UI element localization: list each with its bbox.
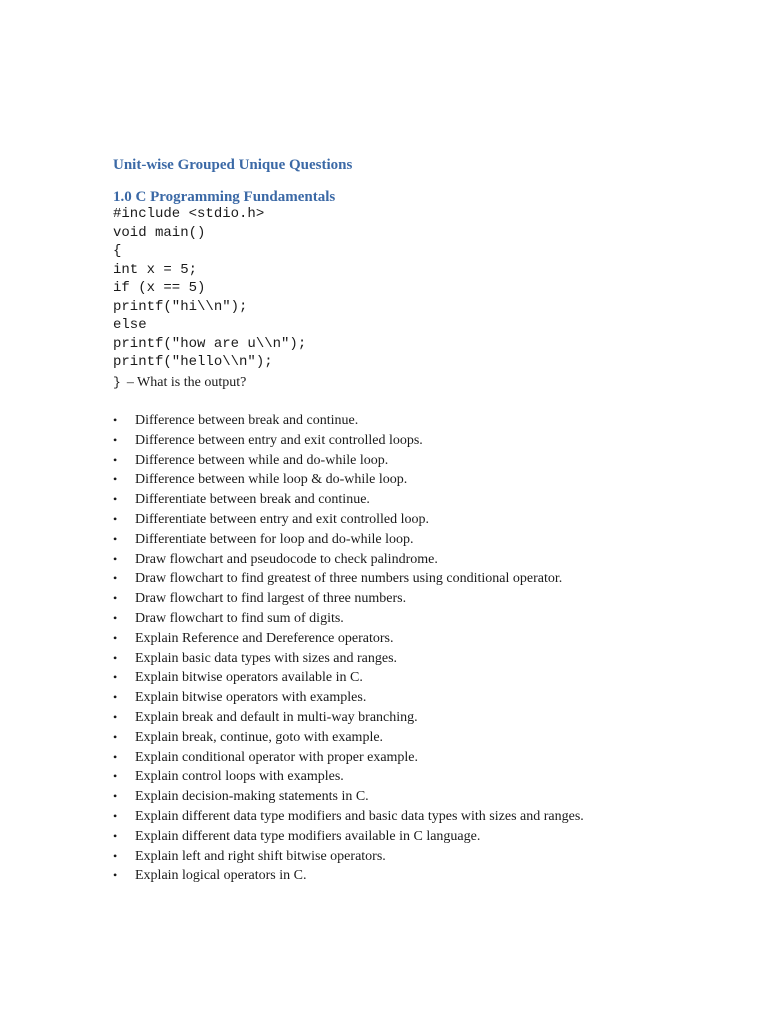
question-text: Explain break and default in multi-way branching.: [135, 709, 418, 725]
section-heading: 1.0 C Programming Fundamentals: [113, 189, 336, 205]
code-line: void main(): [113, 224, 206, 241]
bullet-icon: •: [113, 729, 118, 744]
question-text: Explain Reference and Dereference operators.: [135, 630, 394, 646]
output-question-text: – What is the output?: [126, 375, 247, 390]
bullet-icon: •: [113, 808, 118, 823]
code-line: #include <stdio.h>: [113, 206, 265, 222]
question-list-item: [113, 411, 584, 431]
question-text: Explain break, continue, goto with example.: [135, 729, 384, 745]
bullet-icon: •: [113, 828, 118, 843]
code-line: printf("hello\\n");: [113, 354, 273, 370]
question-list: [113, 411, 584, 886]
question-list-item: [113, 807, 584, 827]
question-text: Explain bitwise operators with examples.: [135, 690, 367, 706]
question-list-item: [113, 649, 584, 669]
bullet-icon: •: [113, 848, 118, 863]
question-list-item: [113, 569, 584, 589]
bullet-icon: •: [113, 452, 118, 467]
question-list-item: [113, 688, 584, 708]
question-text: Difference between while loop & do-while loop.: [135, 472, 408, 488]
code-output-question: [113, 372, 246, 392]
bullet-icon: •: [113, 670, 118, 685]
question-list-item: [113, 629, 584, 649]
code-line: {: [113, 243, 122, 259]
code-closing-brace: }: [113, 375, 121, 390]
question-list-item: [113, 708, 584, 728]
bullet-icon: •: [113, 531, 118, 546]
code-snippet: [113, 205, 306, 372]
question-text: Explain decision-making statements in C.: [135, 789, 369, 805]
bullet-icon: •: [113, 769, 118, 784]
question-text: Explain bitwise operators available in C.: [135, 670, 363, 686]
question-list-item: [113, 451, 584, 471]
question-text: Draw flowchart to find sum of digits.: [135, 610, 344, 626]
question-list-item: [113, 787, 584, 807]
code-line: printf("how are u\\n");: [113, 335, 307, 352]
code-line: printf("hi\\n");: [113, 298, 248, 315]
question-list-item: [113, 550, 584, 570]
question-list-item: [113, 470, 584, 490]
bullet-icon: •: [113, 749, 118, 764]
bullet-icon: •: [113, 709, 118, 724]
bullet-icon: •: [113, 591, 118, 606]
question-text: Difference between break and continue.: [135, 413, 359, 428]
question-list-item: [113, 767, 584, 787]
question-list-item: [113, 510, 584, 530]
code-line: int x = 5;: [113, 261, 198, 278]
question-text: Difference between entry and exit controlled loops.: [135, 432, 423, 448]
question-text: Differentiate between entry and exit controlled loop.: [135, 511, 430, 527]
question-text: Explain basic data types with sizes and ranges.: [135, 650, 398, 666]
question-text: Draw flowchart to find greatest of three numbers using conditional operator.: [135, 571, 563, 587]
question-list-item: [113, 827, 584, 847]
question-list-item: [113, 668, 584, 688]
bullet-icon: •: [113, 571, 118, 586]
bullet-icon: •: [113, 868, 118, 883]
bullet-icon: •: [113, 472, 118, 487]
question-text: Explain control loops with examples.: [135, 769, 344, 785]
question-list-item: [113, 530, 584, 550]
question-text: Differentiate between for loop and do-while loop.: [135, 531, 414, 547]
question-text: Explain left and right shift bitwise operators.: [135, 848, 386, 864]
bullet-icon: •: [113, 413, 118, 427]
code-line: else: [113, 317, 147, 333]
question-list-item: [113, 490, 584, 510]
bullet-icon: •: [113, 610, 118, 625]
question-list-item: [113, 847, 584, 867]
question-list-item: [113, 866, 584, 886]
bullet-icon: •: [113, 650, 118, 665]
bullet-icon: •: [113, 630, 118, 645]
question-text: Explain logical operators in C.: [135, 868, 307, 884]
question-text: Explain different data type modifiers available in C language.: [135, 828, 481, 844]
question-text: Difference between while and do-while loop.: [135, 452, 389, 468]
question-text: Explain different data type modifiers and basic data types with sizes and ranges.: [135, 808, 584, 824]
bullet-icon: •: [113, 432, 118, 447]
question-list-item: [113, 431, 584, 451]
document-title: Unit-wise Grouped Unique Questions: [113, 157, 353, 173]
code-line: if (x == 5): [113, 280, 206, 296]
question-text: Differentiate between break and continue.: [135, 492, 370, 508]
bullet-icon: •: [113, 492, 118, 507]
question-text: Explain conditional operator with proper example.: [135, 749, 419, 765]
question-list-item: [113, 589, 584, 609]
bullet-icon: •: [113, 551, 118, 566]
bullet-icon: •: [113, 690, 118, 705]
bullet-icon: •: [113, 511, 118, 526]
question-list-item: [113, 609, 584, 629]
question-text: Draw flowchart to find largest of three numbers.: [135, 591, 407, 607]
question-list-item: [113, 748, 584, 768]
question-list-item: [113, 728, 584, 748]
bullet-icon: •: [113, 789, 118, 804]
question-text: Draw flowchart and pseudocode to check palindrome.: [135, 551, 438, 567]
